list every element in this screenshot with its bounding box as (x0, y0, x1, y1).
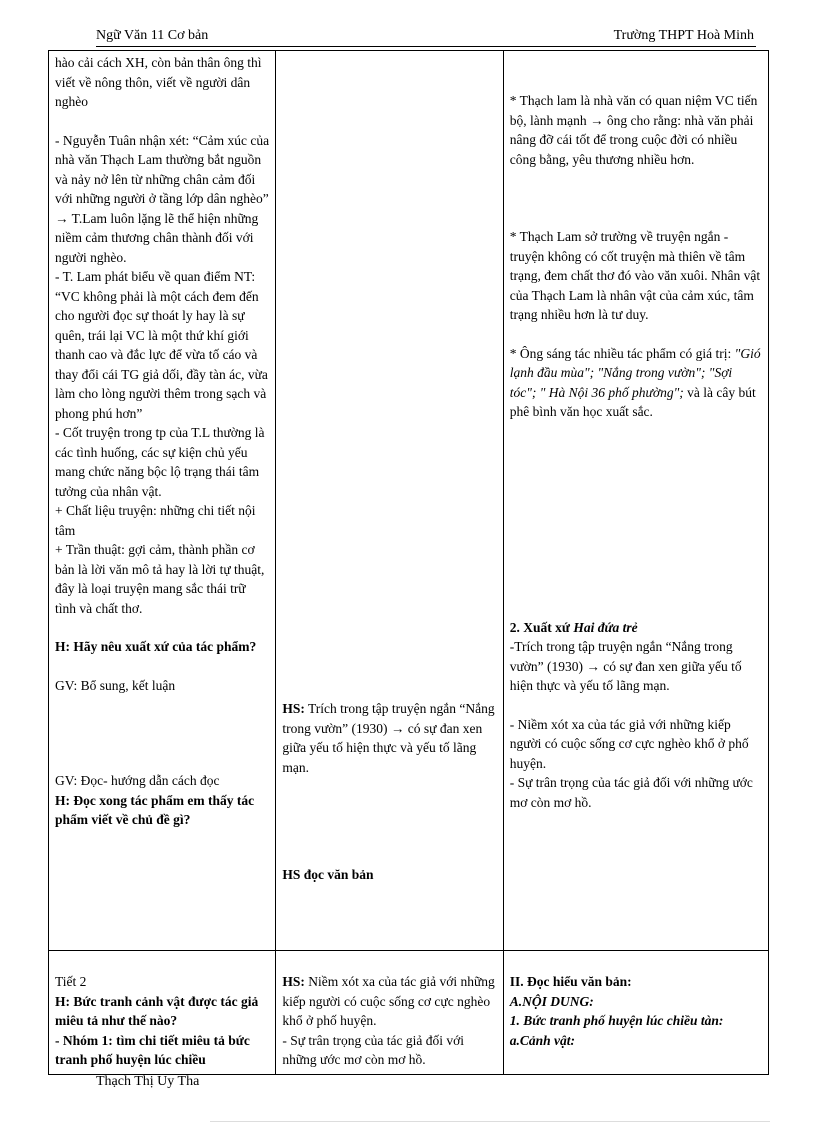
paragraph: + Trần thuật: gợi cảm, thành phần cơ bản là lời văn mô tả hay là lời tự thuật, đây là loại truyện mang sắc thái trữ tình và chất thơ. (55, 542, 265, 616)
paragraph: * Thạch lam là nhà văn có quan niệm VC tiến bộ, lành mạnh → ông cho rằng: nhà văn phải nâng đỡ cái tốt để trong cuộc đời có nhiều công bằng, yêu thương nhiều hơn. (509, 93, 758, 167)
question: H: Hãy nêu xuất xứ của tác phẩm? (55, 639, 257, 654)
paragraph: hào cải cách XH, còn bản thân ông thì viết về nông thôn, viết về người dân nghèo (55, 55, 262, 109)
table-row (49, 951, 769, 1075)
paragraph: - Cốt truyện trong tp của T.L thường là các tình huống, các sự kiện chủ yếu mang chức năng bộc lộ trạng thái tâm tưởng của nhân vật. (55, 425, 265, 499)
header-subject: Ngữ Văn 11 Cơ bản (96, 28, 209, 43)
lesson-table (48, 50, 769, 1075)
teacher-activity-cell (49, 51, 276, 951)
header-school: Trường THPT Hoà Minh (613, 28, 754, 43)
content-cell (503, 51, 768, 951)
teacher-note: GV: Bổ sung, kết luận (55, 677, 176, 693)
section-heading: A.NỘI DUNG: (509, 993, 594, 1009)
paragraph: - Nguyễn Tuân nhận xét: “Cảm xúc của nhà văn Thạch Lam thường bắt nguồn và nảy nở lên từ những chân cảm đối với những người ở tầng lớp dân nghèo” → T.Lam luôn lặng lẽ thể hiện những niềm cảm thương chân thành đối với người nghèo. (55, 132, 270, 265)
student-answer: - Sự trân trọng của tác giả đối với những ước mơ còn mơ hồ. (282, 1032, 465, 1067)
paragraph: -Trích trong tập truyện ngắn “Nắng trong vườn” (1930) → có sự đan xen giữa yếu tố hiện thực và yếu tố lãng mạn. (509, 639, 742, 693)
content-cell (503, 951, 768, 1075)
student-answer: HS: Niềm xót xa của tác giả với những kiếp người có cuộc sống cơ cực nghèo khổ ở phố huyện. (282, 974, 495, 1028)
group-task: - Nhóm 1: tìm chi tiết miêu tả bức tranh phố huyện lúc chiều (55, 1032, 250, 1067)
paragraph: - Niềm xót xa của tác giả với những kiếp người có cuộc sống cơ cực nghèo khổ ở phố huyện. (509, 716, 749, 771)
student-answer: HS đọc văn bản (282, 867, 374, 882)
question: H: Đọc xong tác phẩm em thấy tác phẩm viết về chủ đề gì? (55, 792, 255, 827)
section-heading: II. Đọc hiểu văn bản: (509, 974, 632, 989)
paragraph: * Ông sáng tác nhiều tác phẩm có giá trị: "Gió lạnh đầu mùa"; "Nắng trong vườn"; "Sợi tóc"; " Hà Nội 36 phố phường"; và là cây bút phê bình văn học xuất sắc. (509, 345, 761, 419)
student-activity-cell (276, 951, 503, 1075)
section-heading: 1. Bức tranh phố huyện lúc chiều tàn: (509, 1013, 724, 1028)
teacher-note: GV: Đọc- hướng dẫn cách đọc (55, 773, 220, 788)
section-heading: a.Cảnh vật: (509, 1032, 575, 1048)
page-header (96, 26, 756, 47)
paragraph: + Chất liệu truyện: những chi tiết nội tâm (55, 503, 256, 538)
page-footer: Thạch Thị Uy Tha (96, 1074, 200, 1089)
footer-divider (210, 1121, 770, 1122)
lesson-period: Tiết 2 (55, 974, 87, 989)
table-row (49, 51, 769, 951)
teacher-activity-cell (49, 951, 276, 1075)
section-heading: 2. Xuất xứ Hai đứa trẻ (509, 619, 638, 635)
paragraph: - T. Lam phát biểu về quan điểm NT: “VC không phải là một cách đem đến cho người đọc sự thoát ly hay là sự quên, trái lại VC là một thứ khí giới thanh cao và đắc lực để vừa tố cáo và thay đổi cái TG giả dối, đầy tàn ác, vừa làm cho lòng người thêm trong sạch và phong phú hơn” (55, 269, 268, 421)
paragraph: * Thạch Lam sở trường về truyện ngắn - truyện không có cốt truyện mà thiên về tâm trạng, đem chất thơ đó vào văn xuôi. Nhân vật của Thạch Lam là nhân vật của cảm xúc, tâm trạng nhiều hơn là tư duy. (509, 229, 761, 322)
student-activity-cell (276, 51, 503, 951)
student-answer: HS: Trích trong tập truyện ngắn “Nắng trong vườn” (1930) → có sự đan xen giữa yếu tố hiện thực và yếu tố lãng mạn. (282, 701, 495, 775)
paragraph: - Sự trân trọng của tác giả đối với những ước mơ còn mơ hồ. (509, 775, 753, 810)
question: H: Bức tranh cảnh vật được tác giả miêu tả như thế nào? (55, 993, 259, 1028)
